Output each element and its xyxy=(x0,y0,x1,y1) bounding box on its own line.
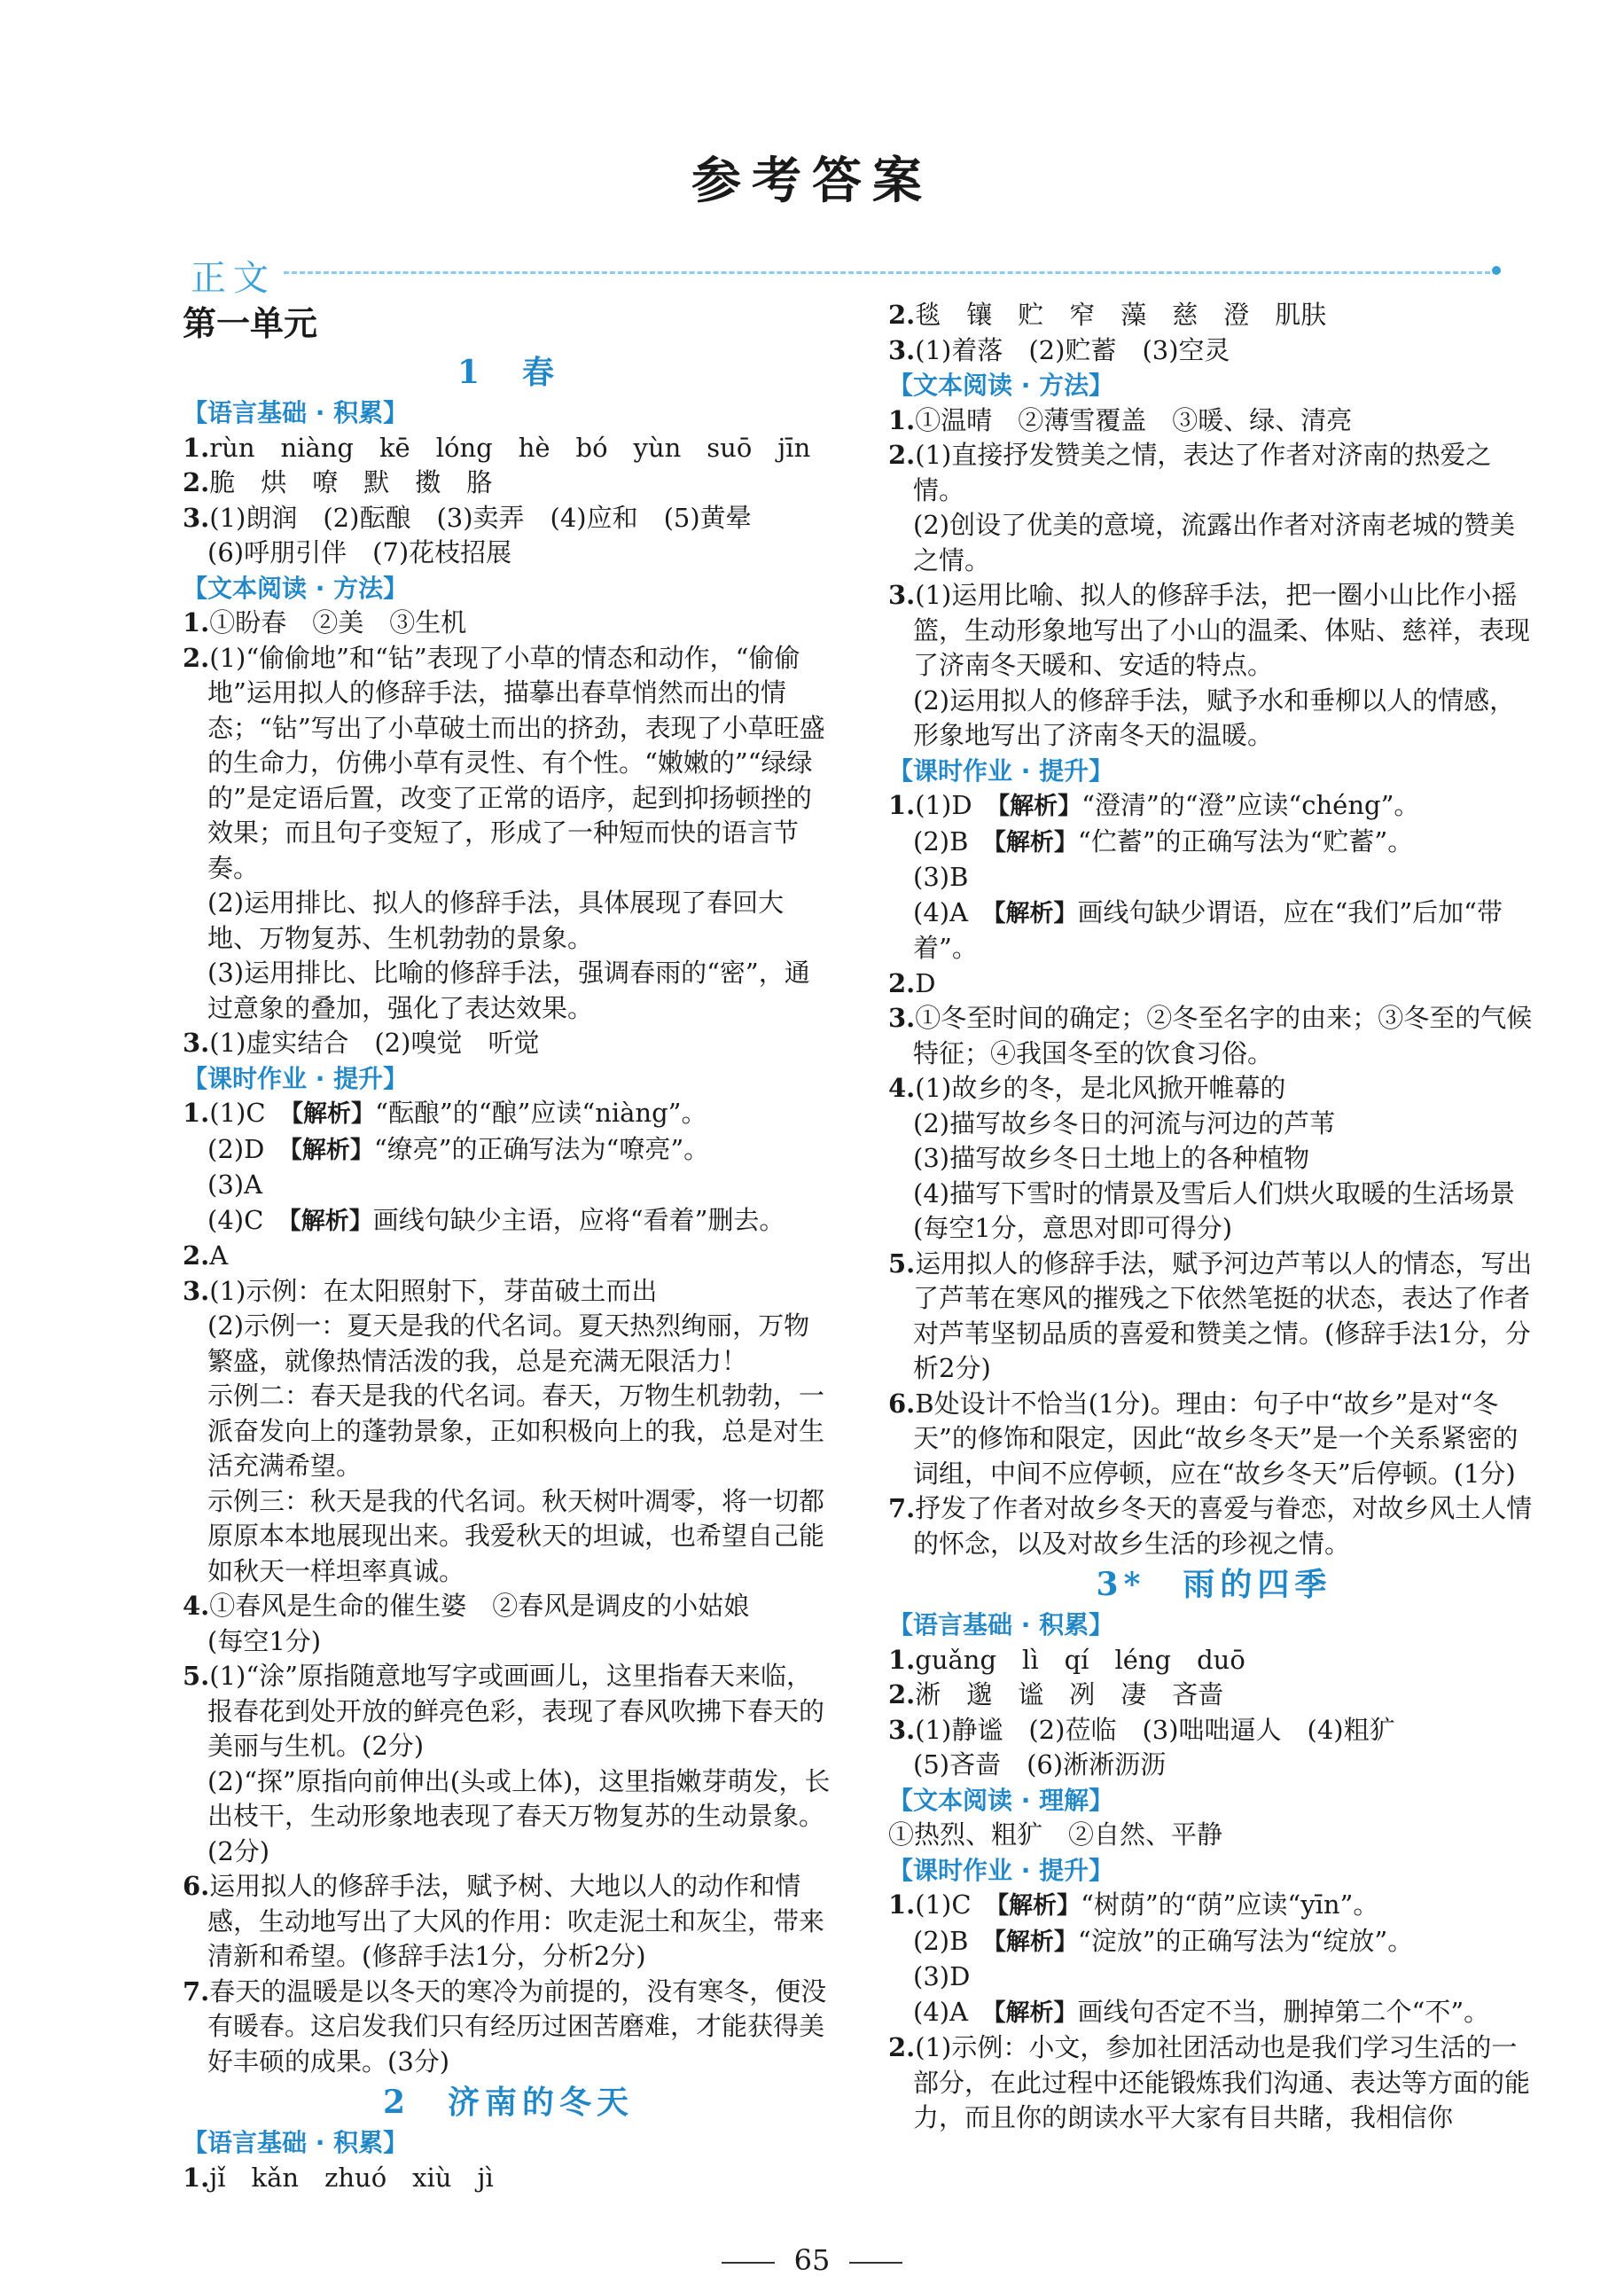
category-heading: 【课时作业 · 提升】 xyxy=(888,1855,1114,1885)
category-heading: 【课时作业 · 提升】 xyxy=(183,1063,409,1093)
answer-text: (3)描写故乡冬日土地上的各种植物 xyxy=(913,1143,1310,1173)
question-number: 2. xyxy=(888,2032,916,2062)
question-number: 5. xyxy=(183,1661,210,1691)
answer-line xyxy=(888,438,1540,508)
answer-line xyxy=(183,1096,834,1132)
question-number: 3. xyxy=(888,580,916,610)
question-number: 3. xyxy=(888,334,916,365)
answer-text: (2)运用排比、拟人的修辞手法，具体展现了春回大地、万物复苏、生机勃勃的景象。 xyxy=(207,888,785,953)
question-number: 1. xyxy=(888,790,916,820)
answer-line xyxy=(888,1491,1540,1561)
answer-line xyxy=(888,1001,1540,1071)
answer-text: (1)C xyxy=(915,1889,997,1920)
answer-text: (4)描写下雪时的情景及雪后人们烘火取暖的生活场景(每空1分，意思对即可得分) xyxy=(913,1177,1516,1243)
answer-text: (2)D xyxy=(207,1133,291,1164)
answer-text: 脆 烘 嘹 默 擞 胳 xyxy=(209,467,493,497)
answer-line xyxy=(183,431,834,466)
answer-line xyxy=(183,641,834,887)
answer-line xyxy=(888,1995,1540,2031)
answer-line xyxy=(888,1713,1540,1748)
answer-text: (3)D xyxy=(913,1961,971,1991)
question-number: 1. xyxy=(183,607,210,638)
answer-line xyxy=(888,1748,1540,1783)
analysis-text: “淀放”的正确写法为“绽放”。 xyxy=(1077,1925,1414,1956)
analysis-tag: 【解析】 xyxy=(290,1136,374,1164)
question-number: 3. xyxy=(888,1714,916,1745)
answer-text: (2)运用拟人的修辞手法，赋予水和垂柳以人的情感，形象地写出了济南冬天的温暖。 xyxy=(913,684,1516,750)
answer-line xyxy=(888,508,1540,578)
lesson-heading: 2 济南的冬天 xyxy=(382,2084,635,2121)
answer-line xyxy=(888,684,1540,754)
answer-text: (1)“涂”原指随意地写字或画画儿，这里指春天来临，报春花到处开放的鲜亮色彩，表现了春风吹拂下春天的美丽与生机。(2分) xyxy=(207,1661,825,1761)
answer-text: B处设计不恰当(1分)。理由：句子中“故乡”是对“冬天”的修饰和限定，因此“故乡冬天”是一个关系紧密的词组，中间不应停顿，应在“故乡冬天”后停顿。(1分) xyxy=(913,1388,1519,1489)
answer-text: (1)“偷偷地”和“钻”表现了小草的情态和动作，“偷偷地”运用拟人的修辞手法，描摹出春草悄然而出的情态；“钻”写出了小草破土而出的挤劲，表现了小草旺盛的生命力，仿佛小草有灵性、有个性。“嫩嫩的”“绿绿的”是定语后置，改变了正常的语序，起到抑扬顿挫的效果；而且句子变短了，形成了一种短而快的语言节奏。 xyxy=(207,642,825,883)
answer-line xyxy=(183,886,834,956)
question-number: 1. xyxy=(888,1889,916,1920)
answer-text: (1)虚实结合 (2)嗅觉 听觉 xyxy=(209,1028,540,1058)
analysis-text: “酝酿”的“酿”应读“niàng”。 xyxy=(375,1098,707,1128)
question-number: 1. xyxy=(183,2162,210,2193)
answer-text: 春天的温暖是以冬天的寒冷为前提的，没有寒冬，便没有暖春。这启发我们只有经历过困苦磨难，才能获得美好丰硕的成果。(3分) xyxy=(207,1975,827,2077)
answer-text: (1)朗润 (2)酝酿 (3)卖弄 (4)应和 (5)黄晕 xyxy=(209,502,752,533)
answer-line xyxy=(888,896,1540,966)
answer-line xyxy=(183,956,834,1026)
answer-line xyxy=(183,1132,834,1169)
page-footer xyxy=(0,2243,1624,2277)
question-number: 3. xyxy=(888,1003,916,1033)
answer-text: jǐ kǎn zhuó xiù jì xyxy=(209,2162,494,2193)
answer-line xyxy=(888,1818,1540,1853)
answer-text: (5)吝啬 (6)淅淅沥沥 xyxy=(913,1749,1167,1780)
answer-text: (2)B xyxy=(913,1925,995,1956)
answer-line xyxy=(888,1107,1540,1142)
answer-line xyxy=(888,1177,1540,1247)
answer-line xyxy=(183,1659,834,1764)
answer-text: 毯 镶 贮 窄 藻 慈 澄 肌肤 xyxy=(915,300,1327,330)
analysis-tag: 【解析】 xyxy=(994,828,1078,857)
analysis-tag: 【解析】 xyxy=(994,1999,1078,2027)
answer-line xyxy=(888,1960,1540,1995)
question-number: 2. xyxy=(183,467,210,497)
answer-text: A xyxy=(209,1240,229,1271)
analysis-text: “伫蓄”的正确写法为“贮蓄”。 xyxy=(1077,825,1414,857)
page-title: 参考答案 xyxy=(691,152,933,210)
answer-text: (1)C xyxy=(209,1098,292,1128)
answer-line xyxy=(183,1203,834,1240)
answer-line xyxy=(888,1071,1540,1107)
category-heading: 【课时作业 · 提升】 xyxy=(888,755,1114,786)
section-dot-icon xyxy=(1492,266,1501,275)
question-number: 6. xyxy=(183,1871,210,1901)
answer-text: (1)静谧 (2)莅临 (3)咄咄逼人 (4)粗犷 xyxy=(915,1714,1395,1745)
answer-text: ①盼春 ②美 ③生机 xyxy=(209,607,467,638)
answer-text: (4)A xyxy=(913,896,995,927)
answer-text: (3)A xyxy=(207,1169,263,1200)
answer-text: (2)B xyxy=(913,825,995,857)
answer-line xyxy=(888,403,1540,439)
answer-text: (1)D xyxy=(915,790,998,820)
answer-line xyxy=(183,1869,834,1975)
answer-text: (2)创设了优美的意境，流露出作者对济南老城的赞美之情。 xyxy=(913,510,1516,575)
answer-text: (1)示例：小文，参加社团活动也是我们学习生活的一部分，在此过程中还能锻炼我们沟通、表达等方面的能力，而且你的朗读水平大家有目共睹，我相信你 xyxy=(913,2032,1531,2132)
answer-line xyxy=(183,1239,834,1274)
question-number: 2. xyxy=(888,440,916,470)
answer-text: (2)示例一：夏天是我的代名词。夏天热烈绚丽，万物繁盛，就像热情活泼的我，总是充满无限活力！ xyxy=(207,1310,810,1376)
answer-line xyxy=(183,465,834,501)
question-number: 1. xyxy=(888,1644,916,1675)
question-number: 2. xyxy=(183,642,210,673)
question-number: 1. xyxy=(888,404,916,435)
answer-line xyxy=(888,1888,1540,1924)
analysis-tag: 【解析】 xyxy=(997,793,1082,820)
answer-line xyxy=(888,1678,1540,1713)
category-heading: 【文本阅读 · 方法】 xyxy=(183,573,409,603)
category-heading: 【语言基础 · 积累】 xyxy=(183,398,409,427)
answer-line xyxy=(183,536,834,571)
analysis-text: “缭亮”的正确写法为“嘹亮”。 xyxy=(373,1133,710,1164)
answer-line xyxy=(183,1168,834,1203)
answer-line xyxy=(183,1975,834,2080)
answer-line xyxy=(888,788,1540,825)
answer-line xyxy=(888,1643,1540,1678)
analysis-text: 画线句否定不当，删掉第二个“不”。 xyxy=(1077,1996,1490,2027)
page-number: 65 xyxy=(793,2243,831,2277)
answer-text: (1)着落 (2)贮蓄 (3)空灵 xyxy=(915,334,1230,365)
answer-line xyxy=(888,1141,1540,1177)
section-label: 正文 xyxy=(191,258,276,299)
answer-line xyxy=(183,606,834,641)
answer-text: 示例二：春天是我的代名词。春天，万物生机勃勃，一派奋发向上的蓬勃景象，正如积极向上的我，总是对生活充满希望。 xyxy=(207,1381,825,1481)
question-number: 1. xyxy=(183,432,210,463)
question-number: 2. xyxy=(888,1679,916,1709)
answer-line xyxy=(183,1274,834,1310)
answer-text: 抒发了作者对故乡冬天的喜爱与眷恋，对故乡风土人情的怀念，以及对故乡生活的珍视之情。 xyxy=(913,1493,1533,1559)
category-heading: 【文本阅读 · 方法】 xyxy=(888,371,1114,400)
answer-text: (每空1分) xyxy=(207,1625,322,1656)
answer-line xyxy=(888,578,1540,684)
answer-line xyxy=(888,966,1540,1002)
question-number: 4. xyxy=(888,1073,916,1103)
answer-line xyxy=(183,1589,834,1624)
answer-line xyxy=(888,860,1540,896)
lesson-heading: 1 春 xyxy=(457,354,560,391)
answer-line xyxy=(888,2030,1540,2136)
answer-line xyxy=(888,825,1540,861)
answer-text: D xyxy=(915,967,936,998)
answer-line xyxy=(888,1247,1540,1387)
question-number: 7. xyxy=(183,1975,210,2006)
answer-line xyxy=(183,2161,834,2196)
question-number: 5. xyxy=(888,1248,916,1279)
answer-line xyxy=(183,1484,834,1590)
answer-text: (2)描写故乡冬日的河流与河边的芦苇 xyxy=(913,1107,1336,1138)
unit-heading: 第一单元 xyxy=(183,303,318,343)
answer-text: ①热烈、粗犷 ②自然、平静 xyxy=(888,1819,1223,1850)
answer-text: 示例三：秋天是我的代名词。秋天树叶凋零，将一切都原原本本地展现出来。我爱秋天的坦诚，也希望自己能如秋天一样坦率真诚。 xyxy=(207,1485,825,1586)
lesson-heading: 3* 雨的四季 xyxy=(1096,1566,1332,1603)
left-column xyxy=(183,298,834,2195)
answer-text: (2)“探”原指向前伸出(头或上体)，这里指嫩芽萌发，长出枝干，生动形象地表现了春天万物复苏的生动景象。(2分) xyxy=(207,1765,831,1866)
answer-text: ①春风是生命的催生婆 ②春风是调皮的小姑娘 xyxy=(209,1591,750,1621)
answer-text: ①温晴 ②薄雪覆盖 ③暖、绿、清亮 xyxy=(915,404,1353,435)
analysis-tag: 【解析】 xyxy=(994,899,1078,927)
answer-text: (1)直接抒发赞美之情，表达了作者对济南的热爱之情。 xyxy=(913,440,1492,505)
question-number: 2. xyxy=(888,300,916,330)
analysis-text: “澄清”的“澄”应读“chéng”。 xyxy=(1081,790,1420,820)
category-heading: 【文本阅读 · 理解】 xyxy=(888,1785,1114,1815)
answer-line xyxy=(183,1026,834,1061)
question-number: 1. xyxy=(183,1098,210,1128)
analysis-text: 画线句缺少主语，应将“看着”删去。 xyxy=(372,1204,785,1235)
analysis-text: 画线句缺少谓语，应在“我们”后加“带着”。 xyxy=(913,896,1503,963)
answer-text: guǎng lì qí léng duō xyxy=(915,1644,1245,1675)
answer-text: (4)A xyxy=(913,1996,995,2027)
answer-text: (3)B xyxy=(913,862,969,892)
answer-text: (1)运用比喻、拟人的修辞手法，把一圈小山比作小摇篮，生动形象地写出了小山的温柔、体贴、慈祥，表现了济南冬天暖和、安适的特点。 xyxy=(913,580,1531,680)
answer-line xyxy=(183,1309,834,1379)
analysis-tag: 【解析】 xyxy=(994,1928,1078,1956)
answer-text: 运用拟人的修辞手法，赋予河边芦苇以人的情态，写出了芦苇在寒风的摧残之下依然笔挺的状态，表达了作者对芦苇坚韧品质的喜爱和赞美之情。(修辞手法1分，分析2分) xyxy=(913,1248,1533,1383)
analysis-text: “树荫”的“荫”应读“yīn”。 xyxy=(1081,1889,1379,1920)
question-number: 6. xyxy=(888,1388,916,1419)
answer-line xyxy=(183,501,834,536)
analysis-tag: 【解析】 xyxy=(291,1100,376,1128)
answer-line xyxy=(888,333,1540,369)
answer-text: (6)呼朋引伴 (7)花枝招展 xyxy=(207,537,512,567)
answer-line xyxy=(888,1387,1540,1492)
answer-text: rùn niàng kē lóng hè bó yùn suō jīn xyxy=(209,432,811,463)
answer-text: 淅 邈 谧 冽 凄 吝啬 xyxy=(915,1679,1224,1709)
answer-text: 运用拟人的修辞手法，赋予树、大地以人的动作和情感，生动地写出了大风的作用：吹走泥土和灰尘，带来清新和希望。(修辞手法1分，分析2分) xyxy=(207,1871,825,1971)
category-heading: 【语言基础 · 积累】 xyxy=(183,2128,409,2157)
answer-text: (1)故乡的冬，是北风掀开帷幕的 xyxy=(915,1073,1286,1103)
analysis-tag: 【解析】 xyxy=(289,1207,373,1235)
question-number: 2. xyxy=(183,1240,210,1271)
answer-text: (4)C xyxy=(207,1204,290,1235)
answer-text: (3)运用排比、比喻的修辞手法，强调春雨的“密”，通过意象的叠加，强化了表达效果。 xyxy=(207,958,810,1023)
answer-text: ①冬至时间的确定；②冬至名字的由来；③冬至的气候特征；④我国冬至的饮食习俗。 xyxy=(913,1003,1533,1068)
answer-line xyxy=(183,1624,834,1660)
question-number: 3. xyxy=(183,1028,210,1058)
answer-line xyxy=(183,1379,834,1484)
category-heading: 【语言基础 · 积累】 xyxy=(888,1610,1114,1639)
answer-line xyxy=(183,1764,834,1870)
analysis-tag: 【解析】 xyxy=(996,1892,1081,1920)
question-number: 2. xyxy=(888,967,916,998)
question-number: 3. xyxy=(183,1275,210,1306)
answer-line xyxy=(888,1924,1540,1960)
section-divider xyxy=(284,271,1498,274)
question-number: 4. xyxy=(183,1591,210,1621)
right-column xyxy=(888,298,1540,2136)
answer-text: (1)示例：在太阳照射下，芽苗破土而出 xyxy=(209,1275,658,1306)
question-number: 7. xyxy=(888,1493,916,1523)
answer-line xyxy=(888,298,1540,333)
question-number: 3. xyxy=(183,502,210,533)
